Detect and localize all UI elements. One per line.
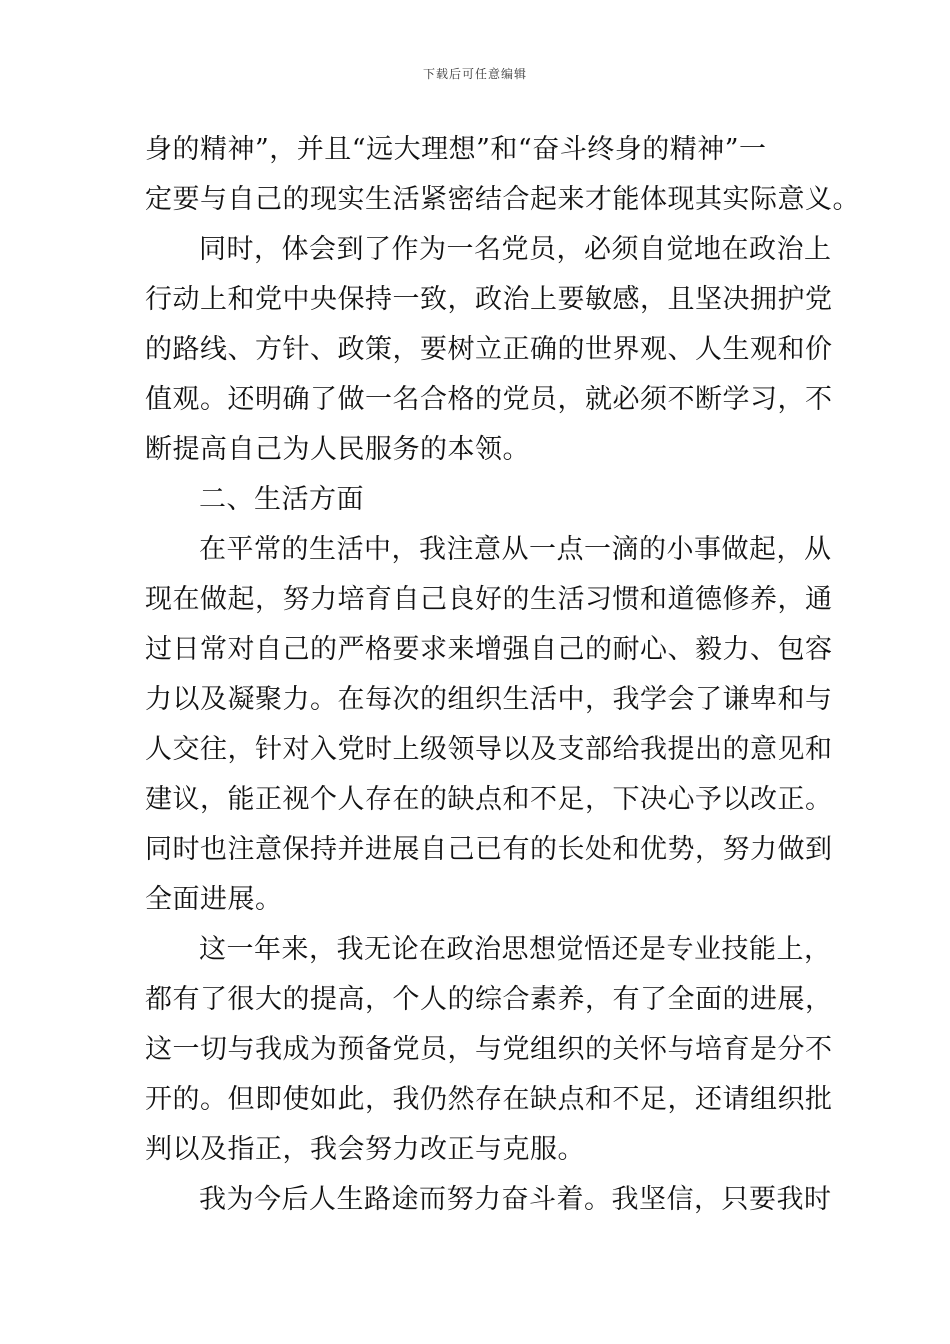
text-line: 同时也注意保持并进展自己已有的长处和优势，努力做到 — [145, 834, 833, 865]
text-line: 的路线、方针、政策，要树立正确的世界观、人生观和价 — [145, 334, 833, 365]
text-line: 断提高自己为人民服务的本领。 — [145, 434, 530, 465]
paragraph-start: 这一年来，我无论在政治思想觉悟还是专业技能上， — [199, 934, 832, 965]
text-line: 人交往，针对入党时上级领导以及支部给我提出的意见和 — [145, 734, 833, 765]
text-line: 力以及凝聚力。在每次的组织生活中，我学会了谦卑和与 — [145, 684, 833, 715]
text-line: 定要与自己的现实生活紧密结合起来才能体现其实际意义。 — [145, 184, 860, 215]
text-line: 判以及指正，我会努力改正与克服。 — [145, 1134, 585, 1165]
text-line: 建议，能正视个人存在的缺点和不足，下决心予以改正。 — [145, 784, 833, 815]
text-line: 行动上和党中央保持一致，政治上要敏感，且坚决拥护党 — [145, 284, 833, 315]
page-header: 下载后可任意编辑 — [422, 67, 527, 81]
text-line: 值观。还明确了做一名合格的党员，就必须不断学习，不 — [145, 384, 833, 415]
text-line: 都有了很大的提高，个人的综合素养，有了全面的进展， — [145, 984, 833, 1015]
paragraph-start: 在平常的生活中，我注意从一点一滴的小事做起，从 — [199, 534, 832, 565]
text-line: 现在做起，努力培育自己良好的生活习惯和道德修养，通 — [145, 584, 833, 615]
text-line: 开的。但即使如此，我仍然存在缺点和不足，还请组织批 — [145, 1084, 833, 1115]
text-line: 身的精神”，并且“远大理想”和“奋斗终身的精神”一 — [145, 134, 767, 165]
text-line: 这一切与我成为预备党员，与党组织的关怀与培育是分不 — [145, 1034, 833, 1065]
text-line: 过日常对自己的严格要求来增强自己的耐心、毅力、包容 — [145, 634, 833, 665]
paragraph-start: 我为今后人生路途而努力奋斗着。我坚信，只要我时 — [199, 1184, 832, 1215]
paragraph-start: 同时，体会到了作为一名党员，必须自觉地在政治上 — [199, 234, 832, 265]
text-line: 全面进展。 — [145, 884, 283, 915]
section-heading: 二、生活方面 — [199, 484, 364, 515]
